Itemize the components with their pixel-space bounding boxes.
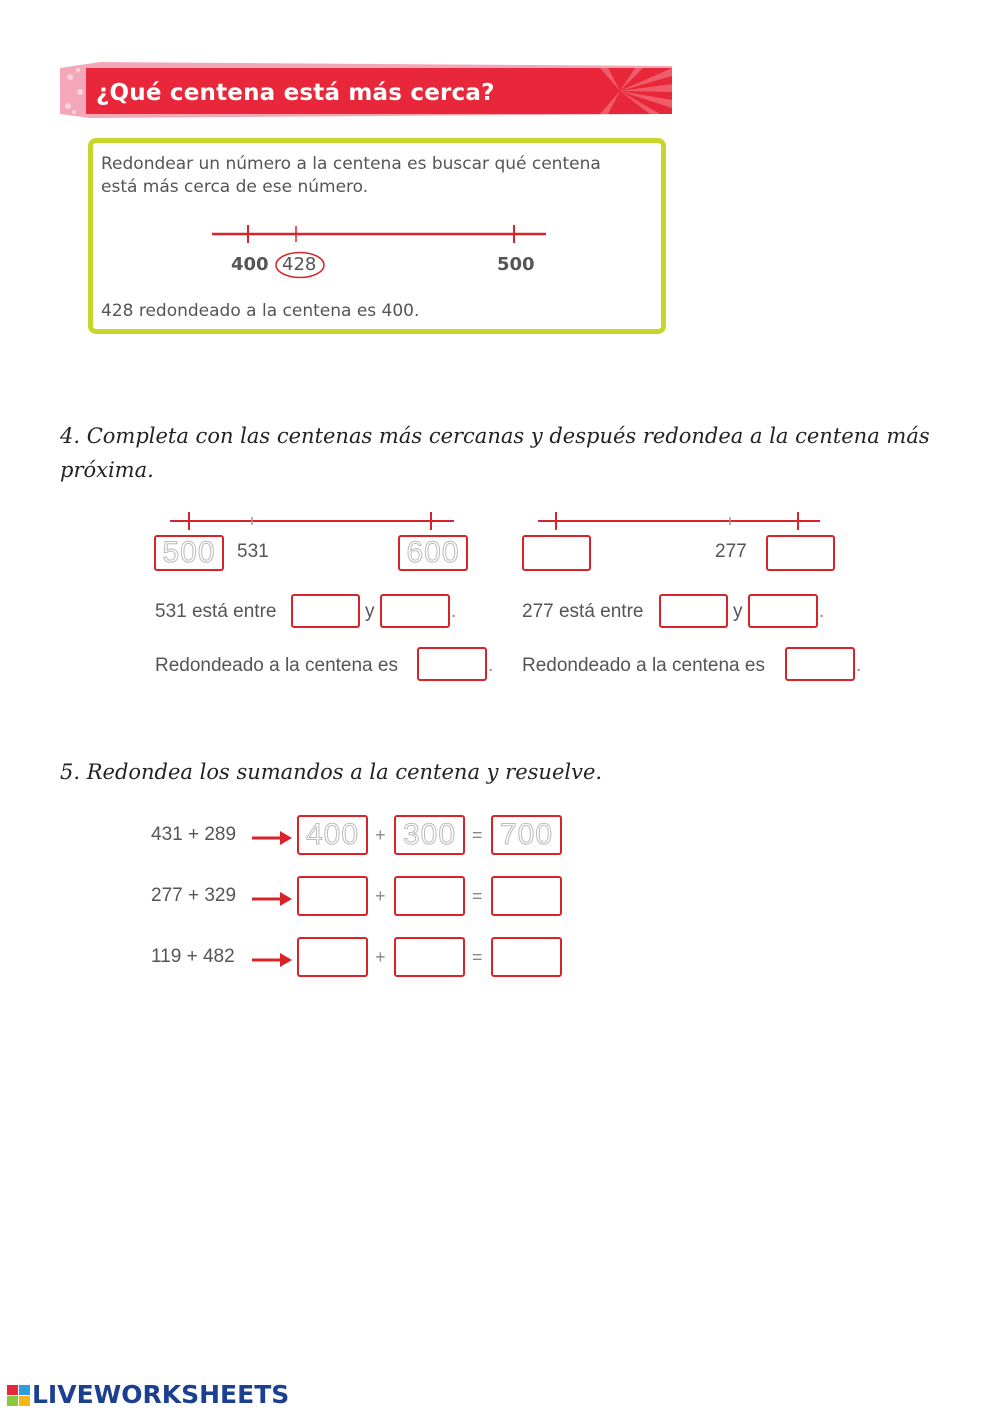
example-label-428: 428 <box>282 254 317 275</box>
period: . <box>451 601 457 622</box>
plus-sign: + <box>375 947 386 967</box>
exercise5-heading: 5. Redondea los sumandos a la centena y resuelve. <box>60 760 603 784</box>
number-277-label: 277 <box>715 541 747 562</box>
arrow-right-icon <box>250 828 294 848</box>
liveworksheets-logo-icon <box>6 1382 32 1410</box>
rounded-label-277: Redondeado a la centena es <box>522 655 765 676</box>
example-number-line <box>210 222 550 246</box>
info-conclusion: 428 redondeado a la centena es 400. <box>101 301 420 321</box>
sum-expression-1: 431 + 289 <box>151 824 237 845</box>
equals-sign: = <box>472 886 483 906</box>
sum-expression-2: 277 + 329 <box>151 885 237 906</box>
answer-box-rounded-531[interactable] <box>417 647 487 681</box>
answer-box-row3-result[interactable] <box>491 937 562 977</box>
arrow-right-icon <box>250 950 294 970</box>
answer-box-row3-b[interactable] <box>394 937 465 977</box>
exercise4-heading-line1: 4. Completa con las centenas más cercanas y después redondea a la centena más <box>60 424 930 448</box>
answer-box-row2-a[interactable] <box>297 876 368 916</box>
answer-box-upper-hundred-531[interactable]: 600 <box>398 535 468 571</box>
example-label-400: 400 <box>231 254 269 275</box>
exercise4-heading-line2: próxima. <box>60 458 154 482</box>
number-line-277 <box>536 510 826 532</box>
equals-sign: = <box>472 947 483 967</box>
sum-expression-3: 119 + 482 <box>151 946 235 967</box>
answer-box-row1-a[interactable]: 400 <box>297 815 368 855</box>
answer-box-row2-result[interactable] <box>491 876 562 916</box>
number-line-531 <box>168 510 458 532</box>
equals-sign: = <box>472 825 483 845</box>
liveworksheets-brand: LIVEWORKSHEETS <box>32 1380 290 1409</box>
plus-sign: + <box>375 825 386 845</box>
number-531-label: 531 <box>237 541 269 562</box>
circle-mark <box>274 250 326 280</box>
answer-box-row2-b[interactable] <box>394 876 465 916</box>
answer-box-between-277-b[interactable] <box>748 594 818 628</box>
period: . <box>488 655 494 676</box>
plus-sign: + <box>375 886 386 906</box>
info-text-line1: Redondear un número a la centena es buscar qué centena <box>101 154 601 174</box>
answer-box-row1-b[interactable]: 300 <box>394 815 465 855</box>
rounded-label-531: Redondeado a la centena es <box>155 655 398 676</box>
answer-box-between-531-a[interactable] <box>291 594 360 628</box>
answer-box-row3-a[interactable] <box>297 937 368 977</box>
info-text-line2: está más cerca de ese número. <box>101 177 369 197</box>
answer-box-row1-result[interactable]: 700 <box>491 815 562 855</box>
and-label-277: y <box>733 601 743 622</box>
arrow-right-icon <box>250 889 294 909</box>
example-label-500: 500 <box>497 254 535 275</box>
answer-box-lower-hundred-277[interactable] <box>522 535 591 571</box>
period: . <box>856 655 862 676</box>
and-label-531: y <box>365 601 375 622</box>
answer-box-between-277-a[interactable] <box>659 594 728 628</box>
answer-box-between-531-b[interactable] <box>380 594 450 628</box>
answer-box-lower-hundred-531[interactable]: 500 <box>154 535 224 571</box>
between-label-531: 531 está entre <box>155 601 277 622</box>
period: . <box>819 601 825 622</box>
answer-box-rounded-277[interactable] <box>785 647 855 681</box>
between-label-277: 277 está entre <box>522 601 644 622</box>
answer-box-upper-hundred-277[interactable] <box>766 535 835 571</box>
banner-title: ¿Qué centena está más cerca? <box>96 80 495 106</box>
